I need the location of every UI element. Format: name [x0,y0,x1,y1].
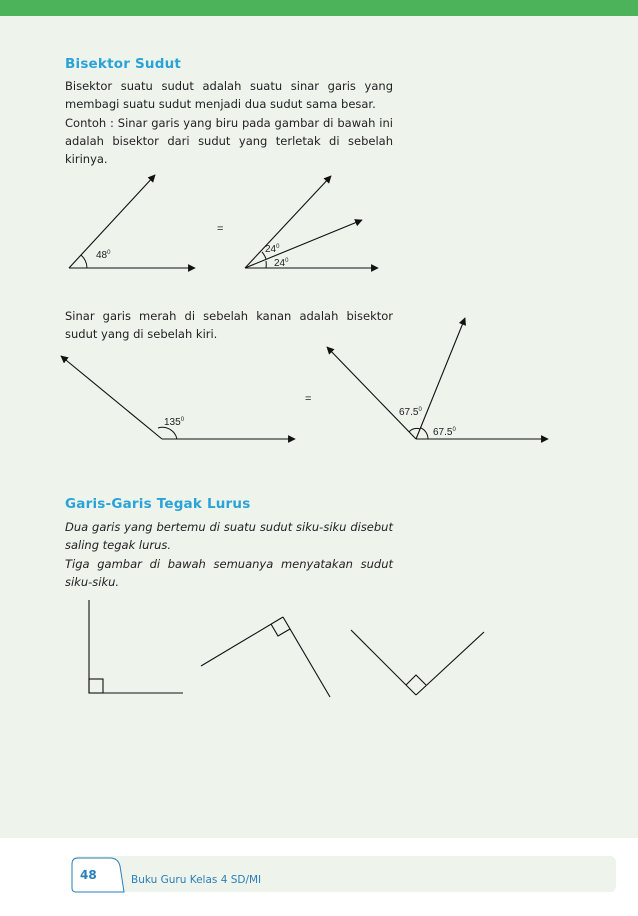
equals-sign-2: = [305,393,312,405]
paragraph-red-bisector: Sinar garis merah di sebelah kanan adalah bisektor sudut yang di sebelah kiri. [65,309,393,341]
page-number: 48 [80,868,97,882]
footer-book-title: Buku Guru Kelas 4 SD/MI [131,874,262,886]
angle-label-48: $48^0$ [96,250,111,261]
angle-label-24-lower: $24^0$ [274,258,289,269]
section-heading-tegak-lurus: Garis-Garis Tegak Lurus [65,496,251,512]
angle-label-24-upper: $24^0$ [265,244,280,255]
angle-label-67-lower: 67.5$^0$ [433,427,456,438]
section-heading-bisektor: Bisektor Sudut [65,56,182,72]
angle-label-67-upper: 67.5$^0$ [399,407,422,418]
equals-sign-1: = [217,223,224,235]
angle-label-135: $135^0$ [164,417,185,428]
paragraph-bisektor-example: Contoh : Sinar garis yang biru pada gambar di bawah ini adalah bisektor dari sudut yang terletak di sebelah kirinya. [65,116,393,166]
paragraph-bisektor-definition: Bisektor suatu sudut adalah suatu sinar garis yang membagi suatu sudut menjadi dua sudut sama besar. [65,79,393,111]
paragraph-tegak-lurus-definition: Dua garis yang bertemu di suatu sudut siku-siku disebut saling tegak lurus. [65,520,393,552]
paragraph-siku-siku: Tiga gambar di bawah semuanya menyatakan sudut siku-siku. [65,557,393,589]
